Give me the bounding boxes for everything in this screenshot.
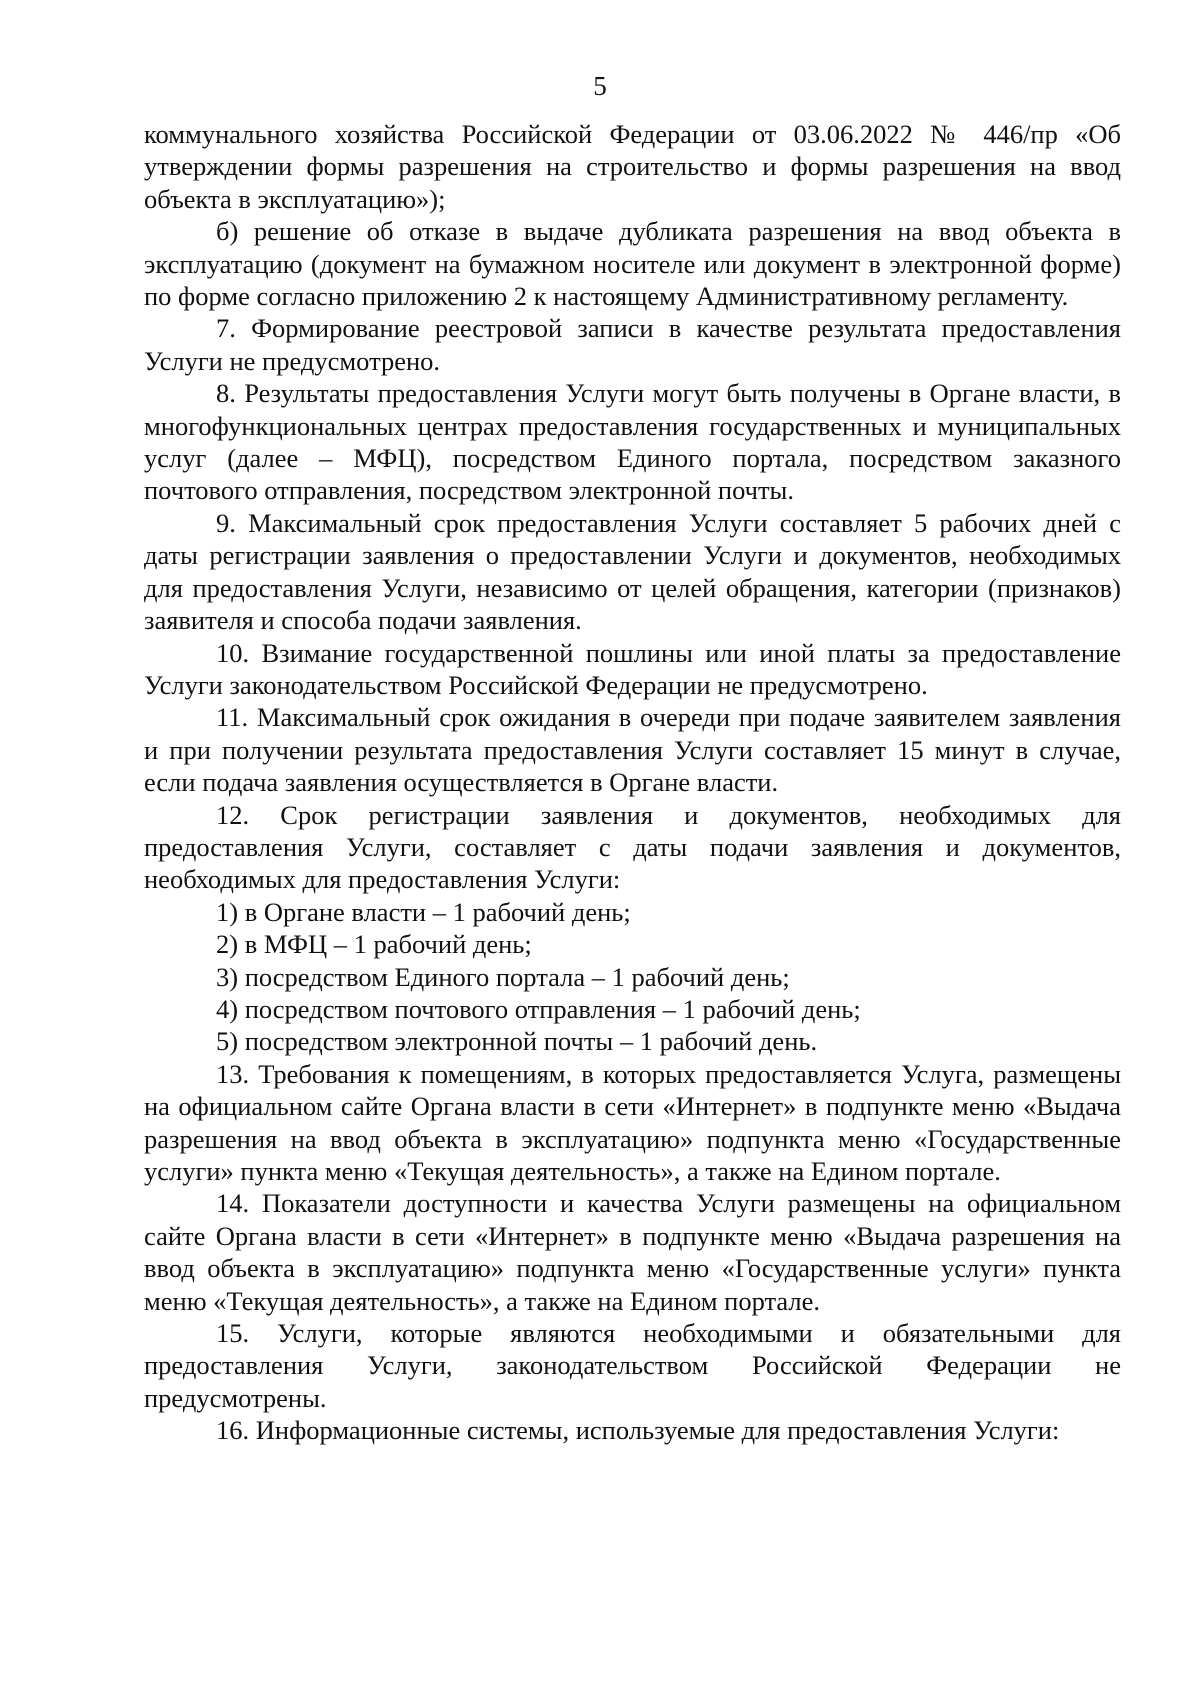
paragraph-8: 8. Результаты предоставления Услуги могут быть получены в Органе власти, в многофункциональных центрах предоставления государственных и муниципальных услуг (далее – МФЦ), посредством Единого портала, посредством заказного почтового отправления, посредством электронной почты. [144,378,1121,506]
paragraph-10: 10. Взимание государственной пошлины или иной платы за предоставление Услуги законодательством Российской Федерации не предусмотрено. [144,637,1121,700]
list-item-4: 4) посредством почтового отправления – 1 рабочий день; [216,993,861,1024]
paragraph-b-refusal-decision: б) решение об отказе в выдаче дубликата разрешения на ввод объекта в эксплуатацию (документ на бумажном носителе или документ в электронной форме) по форме согласно приложению 2 к настоящему Административному регламенту. [144,216,1121,312]
paragraph-12: 12. Срок регистрации заявления и документов, необходимых для предоставления Услуги, составляет с даты подачи заявления и документов, необходимых для предоставления Услуги: [144,799,1121,895]
list-item-2: 2) в МФЦ – 1 рабочий день; [216,929,532,960]
document-body [144,118,1121,1447]
paragraph-9: 9. Максимальный срок предоставления Услуги составляет 5 рабочих дней с даты регистрации заявления о предоставлении Услуги и документов, необходимых для предоставления Услуги, независимо от целей обращения, категории (признаков) заявителя и способа подачи заявления. [144,507,1121,636]
paragraph-14: 14. Показатели доступности и качества Услуги размещены на официальном сайте Органа власти в сети «Интернет» в подпункте меню «Выдача разрешения на ввод объекта в эксплуатацию» подпункта меню «Государственные услуги» пункта меню «Текущая деятельность», а также на Едином портале. [144,1188,1121,1316]
list-item-1: 1) в Органе власти – 1 рабочий день; [216,896,631,927]
paragraph-11: 11. Максимальный срок ожидания в очереди при подаче заявителем заявления и при получении результата предоставления Услуги составляет 15 минут в случае, если подача заявления осуществляется в Органе власти. [144,702,1121,798]
page-number: 5 [593,71,607,101]
list-item-5: 5) посредством электронной почты – 1 рабочий день. [216,1026,818,1057]
paragraph-13: 13. Требования к помещениям, в которых предоставляется Услуга, размещены на официальном сайте Органа власти в сети «Интернет» в подпункте меню «Выдача разрешения на ввод объекта в эксплуатацию» подпункта меню «Государственные услуги» пункта меню «Текущая деятельность», а также на Едином портале. [144,1058,1121,1186]
paragraph-7: 7. Формирование реестровой записи в качестве результата предоставления Услуги не предусмотрено. [144,313,1121,376]
paragraph-15: 15. Услуги, которые являются необходимыми и обязательными для предоставления Услуги, законодательством Российской Федерации не предусмотрены. [144,1318,1121,1413]
paragraph-continuation: коммунального хозяйства Российской Федерации от 03.06.2022 № 446/пр «Об утверждении формы разрешения на строительство и формы разрешения на ввод объекта в эксплуатацию»); [144,119,1121,214]
paragraph-16: 16. Информационные системы, используемые для предоставления Услуги: [216,1415,1060,1446]
list-item-3: 3) посредством Единого портала – 1 рабочий день; [216,961,790,992]
